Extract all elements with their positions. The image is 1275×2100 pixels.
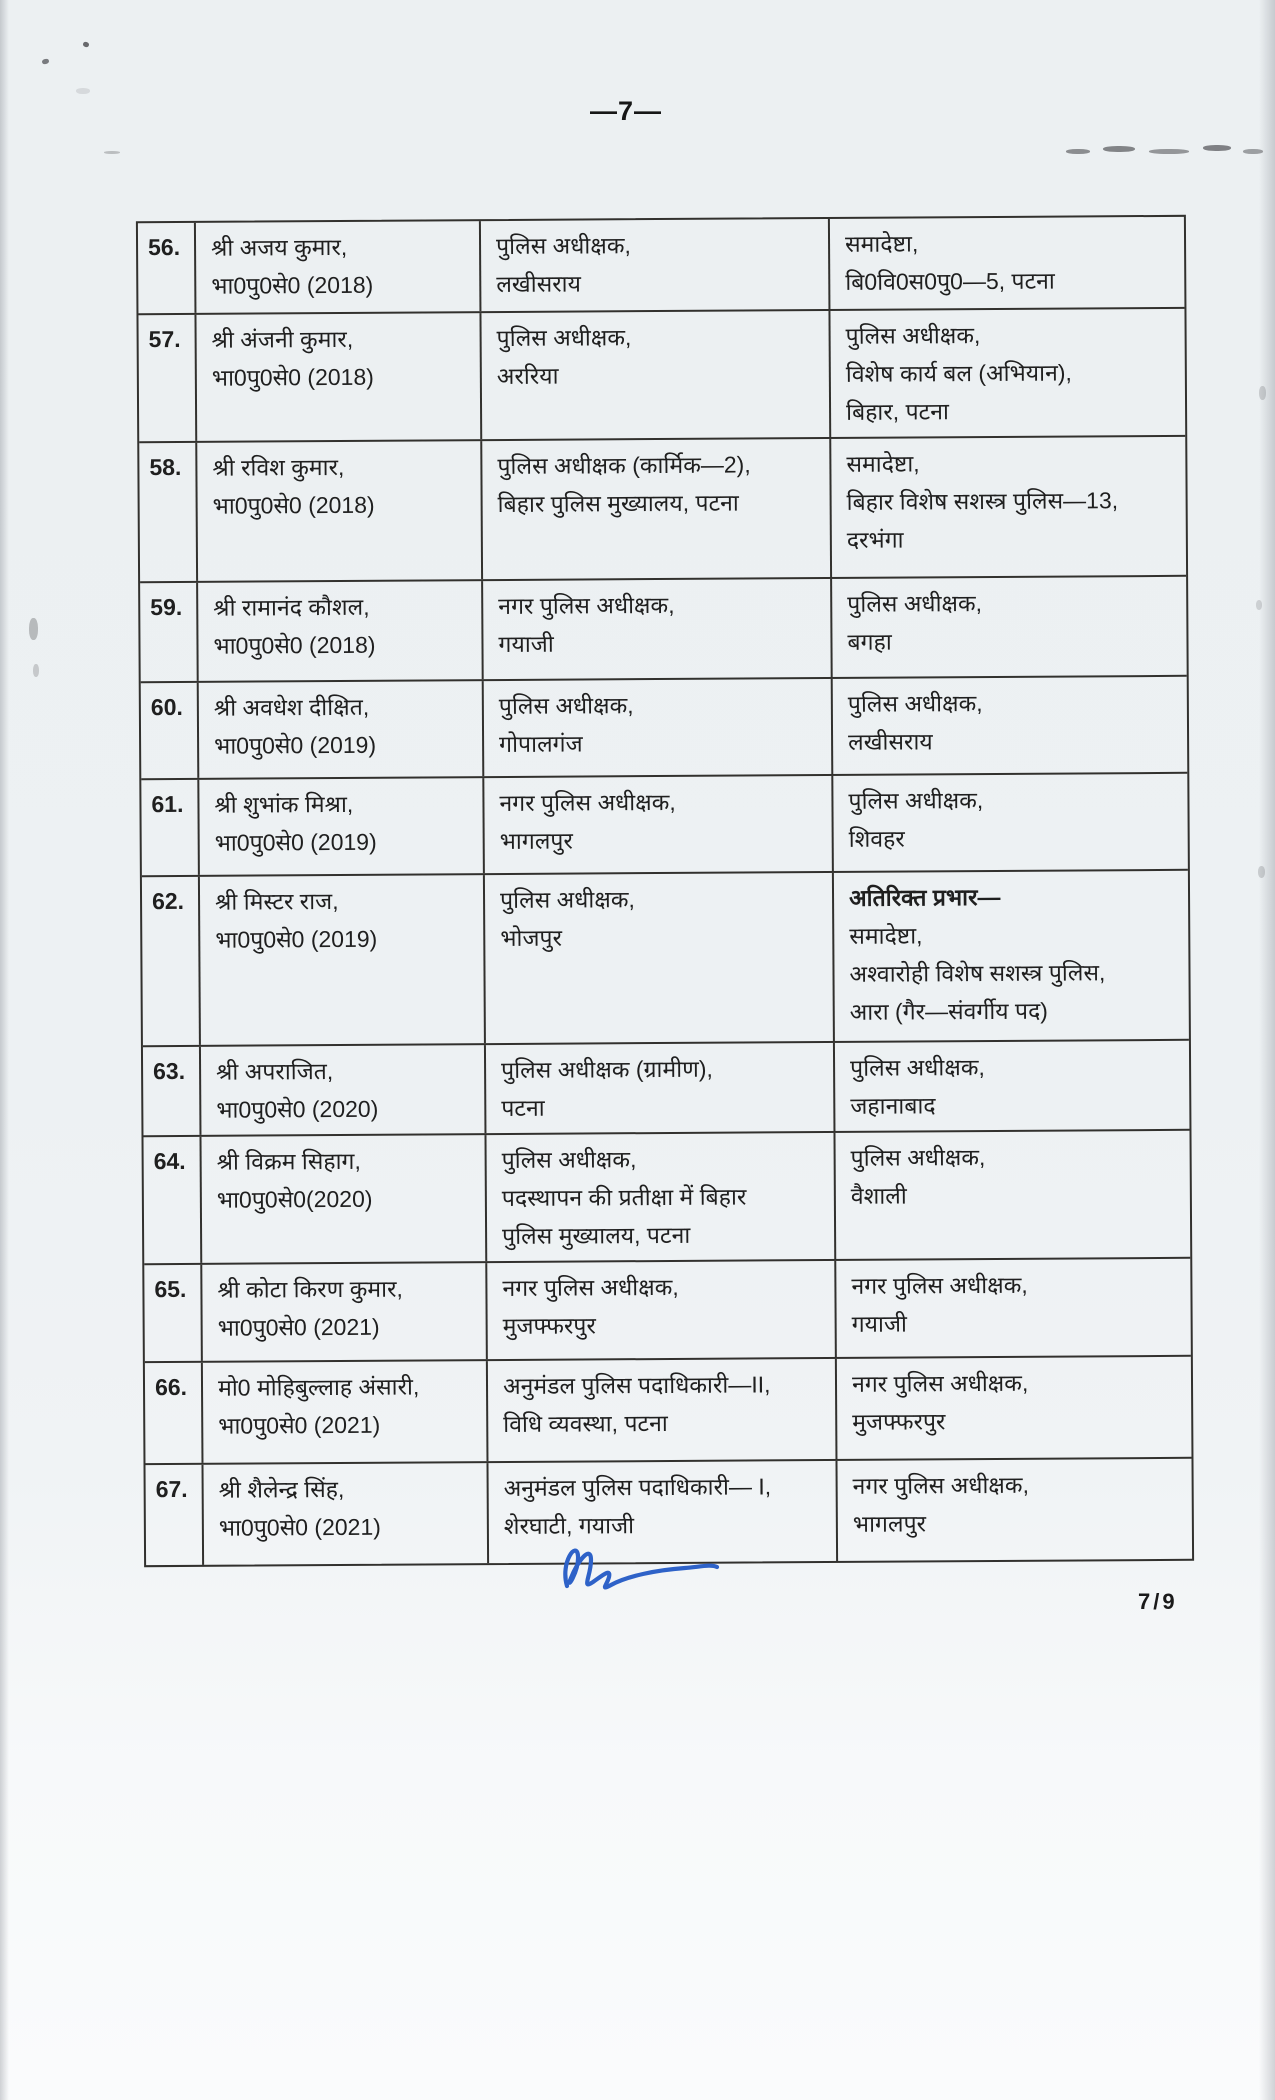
text-line: समादेष्टा, [846,450,920,477]
serial-cell: 57. [138,315,197,441]
officer-name-cell [201,1045,487,1135]
serial-cell: 59. [140,583,199,681]
text-line: गयाजी [498,630,554,658]
text-line: पुलिस अधीक्षक, [850,1144,986,1171]
text-line: नगर पुलिस अधीक्षक, [851,1369,1029,1397]
officer-name-cell [199,778,485,875]
page-number-top: —7— [589,96,663,126]
officer-name-cell [203,1361,489,1463]
text-line: पुलिस अधीक्षक, [495,232,631,260]
text-line: शिवहर [848,825,905,852]
table-row [138,217,1185,315]
text-line: गयाजी [851,1310,908,1337]
text-line: भा0पु0से0 (2018) [211,271,374,299]
text-line: भा0पु0से0 (2018) [212,491,375,519]
serial-cell: 65. [144,1265,203,1361]
text-line: पुलिस अधीक्षक, [501,1146,637,1174]
new-posting-cell [836,1259,1191,1357]
text-line: पुलिस अधीक्षक, [845,322,981,349]
current-posting-cell [487,1261,837,1359]
text-line: मुजफ्फरपुर [502,1312,596,1339]
officer-name-cell [196,313,482,441]
officer-name-cell [199,681,485,778]
table-row [144,1259,1191,1363]
text-line: श्री अंजनी कुमार, [211,325,354,353]
text-line: भा0पु0से0 (2020) [216,1095,379,1123]
text-line: श्री कोटा किरण कुमार, [217,1275,403,1303]
text-line: आरा (गैर—संवर्गीय पद) [849,997,1049,1025]
text-line: गोपालगंज [499,730,583,758]
text-line: नगर पुलिस अधीक्षक, [499,788,676,817]
text-line: पुलिस मुख्यालय, पटना [502,1221,691,1250]
current-posting-cell [486,1133,836,1261]
text-line: श्री शुभांक मिश्रा, [214,790,354,818]
text-line: बि0वि0स0पु0—5, पटना [845,267,1055,295]
page-indicator-bottom: 7/9 [1138,1589,1178,1614]
text-line: भा0पु0से0 (2018) [213,631,376,659]
text-line: अतिरिक्त प्रभार— [848,883,1001,911]
text-line: विशेष कार्य बल (अभियान), [845,359,1072,387]
serial-cell: 67. [145,1465,204,1565]
new-posting-cell [835,1131,1190,1259]
scan-edge-shadow-right [1259,0,1275,2100]
text-line: भा0पु0से0 (2021) [217,1313,380,1341]
table-row [142,871,1189,1047]
text-line: लखीसराय [848,728,933,755]
text-line: मुजफ्फरपुर [852,1408,946,1435]
text-line: अनुमंडल पुलिस पदाधिकारी—II, [502,1371,771,1399]
new-posting-cell [837,1357,1192,1459]
new-posting-cell [835,1041,1190,1131]
text-line: बिहार पुलिस मुख्यालय, पटना [497,489,739,518]
scan-artifact [33,664,39,677]
text-line: भा0पु0से0 (2021) [218,1411,381,1439]
text-line: भागलपुर [499,827,573,855]
text-line: पुलिस अधीक्षक, [496,324,632,352]
scan-artifact [104,151,120,154]
scan-artifact [1066,149,1090,154]
text-line: वैशाली [850,1182,907,1209]
text-line: भोजपुर [500,924,563,952]
signature-ink-path [565,1551,717,1588]
signature-ink-icon [553,1534,723,1600]
text-line: अररिया [496,362,559,390]
new-posting-cell [832,577,1187,677]
text-line: बिहार, पटना [845,398,949,425]
table-row [145,1357,1192,1465]
current-posting-cell [482,439,832,579]
new-posting-cell [833,774,1188,871]
current-posting-cell [484,679,834,776]
text-line: जहानाबाद [850,1092,936,1119]
new-posting-cell [830,217,1185,309]
officer-name-cell [198,581,484,681]
serial-cell: 62. [142,877,201,1045]
text-line: श्री मिस्टर राज, [214,887,339,915]
text-line: श्री विक्रम सिहाग, [216,1147,361,1175]
scan-artifact [29,618,38,640]
text-line: पुलिस अधीक्षक, [847,590,983,617]
text-line: नगर पुलिस अधीक्षक, [852,1471,1030,1499]
scan-artifact [1256,600,1262,610]
officer-name-cell [196,221,482,313]
officer-name-cell [200,875,486,1045]
officer-name-cell [201,1135,487,1263]
text-line: अनुमंडल पुलिस पदाधिकारी— I, [503,1473,772,1501]
text-line: पुलिस अधीक्षक, [847,690,983,717]
text-line: श्री अपराजित, [216,1058,334,1085]
scan-artifact [82,41,89,48]
signature [553,1534,723,1600]
text-line: नगर पुलिस अधीक्षक, [502,1273,679,1302]
postings-table [136,215,1194,1567]
text-line: अश्वारोही विशेष सशस्त्र पुलिस, [849,959,1106,987]
text-line: पुलिस अधीक्षक, [498,692,634,720]
new-posting-cell [837,1459,1192,1561]
text-line: विधि व्यवस्था, पटना [503,1409,668,1437]
text-line: भा0पु0से0(2020) [216,1185,373,1213]
scan-artifact [76,88,90,94]
serial-cell: 64. [143,1137,202,1263]
text-line: नगर पुलिस अधीक्षक, [498,591,675,620]
scan-artifact [1149,149,1189,154]
text-line: श्री शैलेन्द्र सिंह, [218,1475,345,1503]
text-line: भा0पु0से0 (2019) [214,731,377,759]
text-line: पुलिस अधीक्षक, [850,1054,985,1081]
text-line: भा0पु0से0 (2018) [211,363,374,391]
table-row [143,1041,1190,1137]
text-line: समादेष्टा, [849,922,923,949]
text-line: पुलिस अधीक्षक (कार्मिक—2), [497,451,751,480]
text-line: दरभंगा [846,526,904,553]
text-line: समादेष्टा, [844,230,919,257]
text-line: बगहा [847,628,892,655]
serial-cell: 58. [139,443,198,581]
text-line: पुलिस अधीक्षक (ग्रामीण), [501,1055,713,1084]
text-line: भा0पु0से0 (2019) [215,925,378,953]
table-row [143,1131,1190,1265]
serial-cell: 56. [138,223,197,313]
current-posting-cell [486,1043,836,1133]
officer-name-cell [202,1263,488,1361]
scan-artifact [1258,866,1265,878]
text-line: पटना [501,1094,545,1122]
new-posting-cell [830,309,1185,437]
text-line: शेरघाटी, गयाजी [503,1512,635,1539]
scan-artifact [1203,145,1231,151]
text-line: श्री रामानंद कौशल, [213,593,370,621]
current-posting-cell [483,579,833,679]
current-posting-cell [481,219,831,311]
text-line: श्री अजय कुमार, [210,233,348,261]
table-row [140,577,1187,683]
text-line: श्री अवधेश दीक्षित, [213,693,370,721]
serial-cell: 63. [143,1047,202,1135]
serial-cell: 66. [145,1363,204,1463]
text-line: लखीसराय [496,270,581,298]
table-row [141,774,1188,877]
new-posting-cell [831,437,1186,577]
text-line: बिहार विशेष सशस्त्र पुलिस—13, [846,487,1119,515]
text-line: भागलपुर [852,1510,927,1537]
current-posting-cell [485,873,835,1043]
table-row [139,437,1186,583]
serial-cell: 61. [141,780,200,875]
table-row [141,677,1188,780]
scan-artifact [1259,386,1266,400]
scan-artifact [1103,146,1135,152]
text-line: पुलिस अधीक्षक, [848,787,984,814]
text-line: श्री रविश कुमार, [212,453,345,481]
officer-name-cell [203,1463,489,1565]
text-line: पदस्थापन की प्रतीक्षा में बिहार [501,1183,747,1212]
text-line: भा0पु0से0 (2021) [218,1513,381,1541]
text-line: मो0 मोहिबुल्लाह अंसारी, [217,1373,420,1401]
text-line: नगर पुलिस अधीक्षक, [851,1271,1028,1299]
table-row [138,309,1185,443]
text-line: भा0पु0से0 (2019) [214,828,377,856]
current-posting-cell [484,776,834,873]
scan-artifact [1243,149,1263,154]
new-posting-cell [833,677,1188,774]
current-posting-cell [481,311,831,439]
serial-cell: 60. [141,683,200,778]
scan-edge-shadow-left [0,0,9,2100]
text-line: पुलिस अधीक्षक, [499,886,635,914]
scan-artifact [41,58,49,65]
officer-name-cell [197,441,483,581]
current-posting-cell [488,1359,838,1461]
new-posting-cell [834,871,1189,1041]
